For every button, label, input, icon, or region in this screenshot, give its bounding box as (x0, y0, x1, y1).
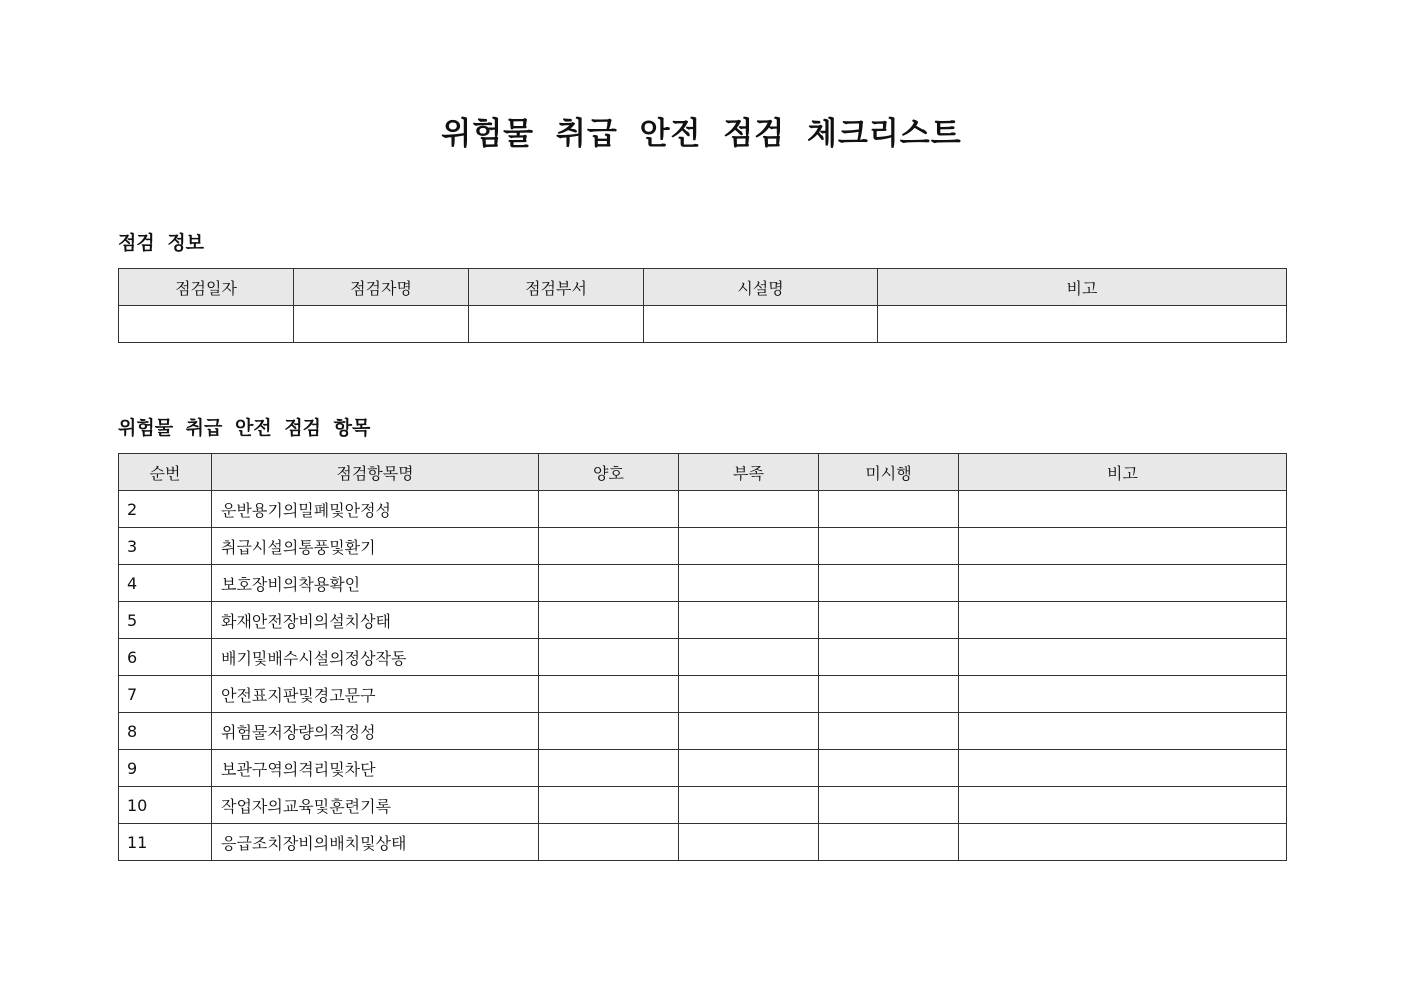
remarks-cell[interactable] (959, 750, 1287, 787)
department-cell[interactable] (469, 306, 644, 343)
insufficient-cell[interactable] (679, 787, 819, 824)
table-row (119, 639, 1287, 676)
good-cell[interactable] (539, 639, 679, 676)
not-done-cell[interactable] (819, 824, 959, 861)
not-done-cell[interactable] (819, 565, 959, 602)
row-number: 5 (119, 602, 212, 639)
facility-name-cell[interactable] (644, 306, 878, 343)
header-good: 양호 (539, 454, 679, 491)
insufficient-cell[interactable] (679, 750, 819, 787)
row-item-name: 응급조치장비의배치및상태 (212, 824, 539, 861)
good-cell[interactable] (539, 787, 679, 824)
not-done-cell[interactable] (819, 750, 959, 787)
header-inspector-name: 점검자명 (294, 269, 469, 306)
inspection-info-table (118, 268, 1287, 343)
table-row (119, 824, 1287, 861)
check-section-heading: 위험물 취급 안전 점검 항목 (118, 417, 371, 439)
header-remarks: 비고 (959, 454, 1287, 491)
document-title: 위험물 취급 안전 점검 체크리스트 (441, 116, 962, 152)
table-row (119, 787, 1287, 824)
not-done-cell[interactable] (819, 491, 959, 528)
good-cell[interactable] (539, 491, 679, 528)
remarks-cell[interactable] (959, 491, 1287, 528)
insufficient-cell[interactable] (679, 824, 819, 861)
insufficient-cell[interactable] (679, 639, 819, 676)
not-done-cell[interactable] (819, 602, 959, 639)
good-cell[interactable] (539, 528, 679, 565)
header-facility-name: 시설명 (644, 269, 878, 306)
remarks-cell[interactable] (959, 713, 1287, 750)
good-cell[interactable] (539, 676, 679, 713)
not-done-cell[interactable] (819, 713, 959, 750)
table-row (119, 750, 1287, 787)
not-done-cell[interactable] (819, 676, 959, 713)
insufficient-cell[interactable] (679, 602, 819, 639)
insufficient-cell[interactable] (679, 565, 819, 602)
header-remarks: 비고 (878, 269, 1287, 306)
table-row (119, 676, 1287, 713)
info-section-heading: 점검 정보 (118, 232, 205, 254)
table-row (119, 491, 1287, 528)
row-item-name: 보호장비의착용확인 (212, 565, 539, 602)
not-done-cell[interactable] (819, 528, 959, 565)
row-item-name: 화재안전장비의설치상태 (212, 602, 539, 639)
row-number: 3 (119, 528, 212, 565)
info-value-row (119, 306, 1287, 343)
remarks-cell[interactable] (959, 528, 1287, 565)
header-insufficient: 부족 (679, 454, 819, 491)
good-cell[interactable] (539, 824, 679, 861)
good-cell[interactable] (539, 713, 679, 750)
insufficient-cell[interactable] (679, 528, 819, 565)
remarks-cell[interactable] (878, 306, 1287, 343)
row-number: 4 (119, 565, 212, 602)
row-number: 2 (119, 491, 212, 528)
header-department: 점검부서 (469, 269, 644, 306)
table-row (119, 528, 1287, 565)
remarks-cell[interactable] (959, 565, 1287, 602)
row-item-name: 위험물저장량의적정성 (212, 713, 539, 750)
row-item-name: 안전표지판및경고문구 (212, 676, 539, 713)
not-done-cell[interactable] (819, 787, 959, 824)
good-cell[interactable] (539, 750, 679, 787)
row-number: 11 (119, 824, 212, 861)
row-number: 8 (119, 713, 212, 750)
insufficient-cell[interactable] (679, 676, 819, 713)
row-item-name: 배기및배수시설의정상작동 (212, 639, 539, 676)
header-item-name: 점검항목명 (212, 454, 539, 491)
checklist-header-row (119, 454, 1287, 491)
not-done-cell[interactable] (819, 639, 959, 676)
header-number: 순번 (119, 454, 212, 491)
table-row (119, 602, 1287, 639)
insufficient-cell[interactable] (679, 713, 819, 750)
row-item-name: 취급시설의통풍및환기 (212, 528, 539, 565)
good-cell[interactable] (539, 602, 679, 639)
checklist-table (118, 453, 1287, 861)
table-row (119, 713, 1287, 750)
header-not-done: 미시행 (819, 454, 959, 491)
row-number: 9 (119, 750, 212, 787)
remarks-cell[interactable] (959, 602, 1287, 639)
row-item-name: 운반용기의밀폐및안정성 (212, 491, 539, 528)
remarks-cell[interactable] (959, 639, 1287, 676)
inspection-date-cell[interactable] (119, 306, 294, 343)
info-header-row (119, 269, 1287, 306)
inspector-name-cell[interactable] (294, 306, 469, 343)
row-number: 6 (119, 639, 212, 676)
remarks-cell[interactable] (959, 824, 1287, 861)
table-row (119, 565, 1287, 602)
row-number: 10 (119, 787, 212, 824)
header-inspection-date: 점검일자 (119, 269, 294, 306)
row-item-name: 작업자의교육및훈련기록 (212, 787, 539, 824)
insufficient-cell[interactable] (679, 491, 819, 528)
good-cell[interactable] (539, 565, 679, 602)
row-item-name: 보관구역의격리및차단 (212, 750, 539, 787)
row-number: 7 (119, 676, 212, 713)
remarks-cell[interactable] (959, 676, 1287, 713)
remarks-cell[interactable] (959, 787, 1287, 824)
